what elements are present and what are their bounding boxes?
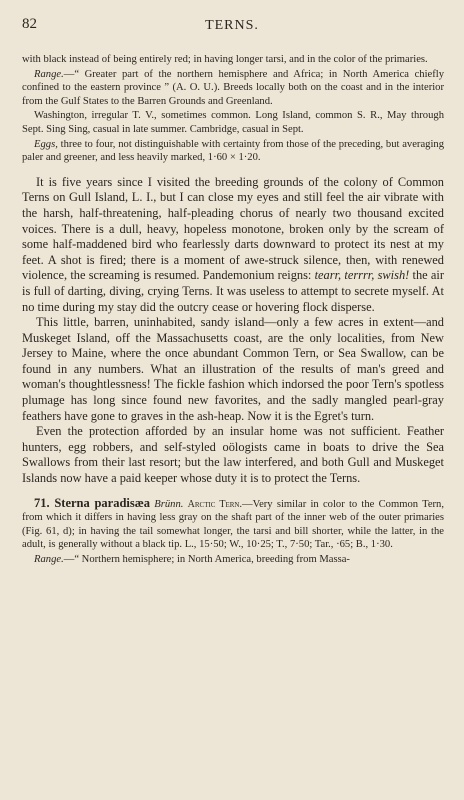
species-name: 71. Sterna paradisæa	[34, 495, 151, 510]
species-common-name: Arctic Tern.	[187, 498, 242, 510]
body-paragraph-1-end: the air is full of darting, diving, crying Terns. It was useless to attempt to secrete myself. At no time during my stay did the outcry cease or hovering flock disperse.	[22, 268, 444, 314]
species-entry	[22, 497, 444, 552]
species-description: —Very similar in color to the Common Tern, from which it differs in having less gray on the shaft part of the inner web of the outer primaries (Fig. 61, d); in having the tail somewhat longer, the tarsi and bill shorter, while the latter, in the adult, is generally without a black tip. L., 15·50; W., 10·25; T., 7·50; Tar., ·65; B., 1·30.	[22, 498, 444, 551]
tern-cry-italic: tearr, terrrr, swish!	[314, 268, 410, 283]
range-label: Range.	[34, 68, 64, 80]
eggs-paragraph	[22, 138, 444, 165]
page-number: 82	[22, 16, 37, 32]
running-title: TERNS.	[205, 18, 259, 33]
body-paragraph-2: This little, barren, uninhabited, sandy island—only a few acres in extent—and Muskeget Island, off the Massachusetts coast, are the only localities, from New Jersey to Maine, where the once abundant Common Tern, or Sea Swallow, can be found in any numbers. What an illustration of the results of man's greed and woman's thoughtlessness! The fickle fashion which indorsed the poor Tern's spotless plumage has long since found new favorites, and the sadly mangled pearl-gray feathers have gone to graves in the ash-heap. Now it is the Egret's turn.	[22, 315, 444, 423]
eggs-text: three to four, not distinguishable with certainty from those of the preceding, but averaging paler and greener, and less heavily marked, 1·60 × 1·20.	[22, 138, 444, 164]
range-paragraph	[22, 68, 444, 109]
local-records-paragraph: Washington, irregular T. V., sometimes common. Long Island, common S. R., May through Sept. Sing Sing, casual in late summer. Cambridge, casual in Sept.	[22, 110, 444, 135]
body-paragraph-3: Even the protection afforded by an insular home was not sufficient. Feather hunters, egg robbers, and self-styled oölogists came in boats to drive the Sea Swallows from their last resort; but the law interfered, and both Gull and Muskeget Islands now have a paid keeper whose duty it is to protect the Terns.	[22, 424, 444, 486]
species-authority: Brünn.	[154, 498, 184, 510]
body-paragraph-1	[22, 175, 444, 315]
range-text: —“ Greater part of the northern hemisphere and Africa; in North America chiefly confined to the eastern province ” (A. O. U.). Breeds locally both on the coast and in the interior from the Gulf States to the Barren Grounds and Greenland.	[22, 68, 444, 107]
body-paragraph-1-start: It is five years since I visited the breeding grounds of the colony of Common Terns on Gull Island, L. I., but I can close my eyes and still feel the air vibrate with the harsh, half-threatening, half-pleading chorus of nearly two thousand excited voices. There is a dull, heavy, hopeless monotone, broken only by the scream of some half-maddened bird who fearlessly darts downward to protect its nest at my feet. A shot is fired; there is a moment of awe-struck silence, then, with renewed violence, the screaming is resumed. Pandemonium reigns:	[22, 174, 444, 283]
description-continuation: with black instead of being entirely red; in having longer tarsi, and in the color of the primaries.	[22, 54, 428, 65]
eggs-label: Eggs,	[34, 138, 58, 150]
species-range-paragraph	[22, 553, 444, 567]
species-range-label: Range.	[34, 554, 64, 565]
species-range-text: —“ Northern hemisphere; in North America, breeding from Massa-	[63, 554, 350, 565]
